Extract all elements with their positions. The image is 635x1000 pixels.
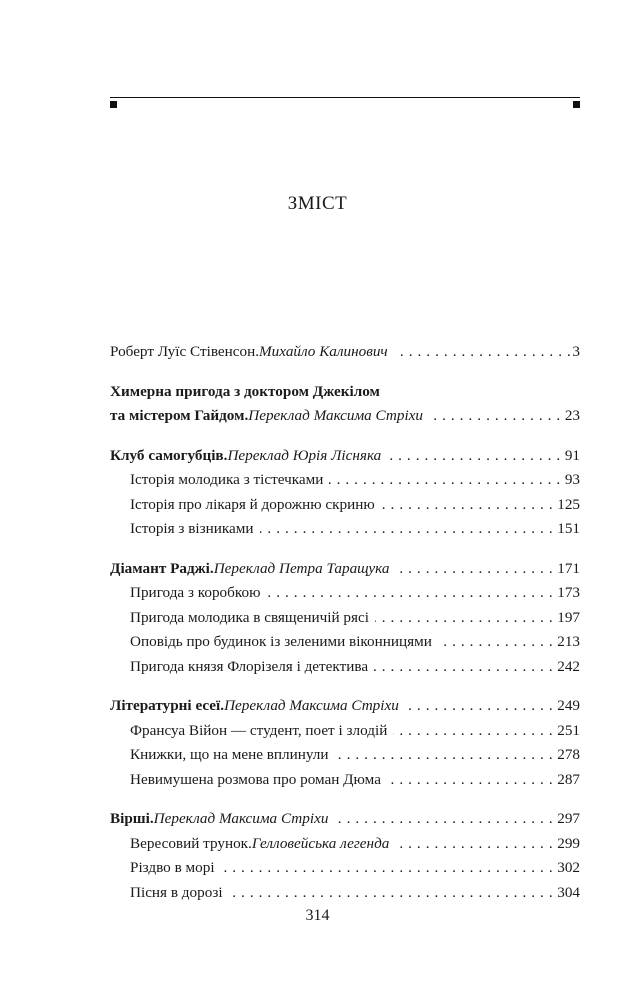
entry-title: Літературні есеї. xyxy=(110,697,225,714)
dot-leader xyxy=(375,606,553,631)
dot-leader xyxy=(329,468,560,493)
entry-title: Вірші. xyxy=(110,810,154,827)
toc-section xyxy=(110,340,580,365)
entry-page-number: 278 xyxy=(557,746,580,763)
toc-subentry[interactable] xyxy=(110,630,580,655)
entry-page-number: 173 xyxy=(557,584,580,601)
dot-leader xyxy=(429,404,561,429)
entry-page-number: 91 xyxy=(564,446,580,464)
entry-translator: Переклад Максима Стріхи xyxy=(224,697,399,714)
entry-title: Історія про лікаря й дорожню скриню xyxy=(130,495,375,513)
toc-entry[interactable] xyxy=(110,404,580,429)
dot-leader xyxy=(396,557,554,582)
toc-subentry[interactable] xyxy=(110,493,580,518)
toc-section xyxy=(110,807,580,905)
toc-subentry[interactable] xyxy=(110,768,580,793)
toc-subentry[interactable] xyxy=(110,468,580,493)
entry-translator: Гелловейська легенда xyxy=(251,834,390,852)
dot-leader xyxy=(374,655,553,680)
page-title: ЗМІСТ xyxy=(287,193,348,214)
toc-entry[interactable] xyxy=(110,444,580,469)
rule-marker-right xyxy=(573,101,580,108)
toc-subentry[interactable] xyxy=(110,517,580,542)
entry-page-number: 287 xyxy=(557,770,580,788)
entry-title: Роберт Луїс Стівенсон. xyxy=(110,343,260,360)
entry-title: Клуб самогубців. xyxy=(110,446,228,464)
entry-page-number: 242 xyxy=(557,657,580,675)
entry-page-number: 171 xyxy=(557,559,580,577)
toc-subentry[interactable] xyxy=(110,881,580,906)
entry-title: Невимушена розмова про роман Дюма xyxy=(130,770,381,788)
toc-entry[interactable] xyxy=(110,340,580,365)
dot-leader xyxy=(381,493,553,518)
entry-title: Оповідь про будинок із зеленими віконницями xyxy=(130,633,432,650)
toc-section xyxy=(110,380,580,429)
entry-page-number: 3 xyxy=(572,343,580,360)
dot-leader xyxy=(387,444,561,469)
entry-page-number: 197 xyxy=(557,608,580,626)
entry-page-number: 125 xyxy=(557,495,580,513)
entry-translator: Переклад Максима Стріхи xyxy=(153,810,329,827)
entry-translator: Михайло Калинович xyxy=(259,343,388,360)
dot-leader xyxy=(393,719,553,744)
entry-page-number: 302 xyxy=(557,859,580,876)
toc-section xyxy=(110,444,580,542)
entry-page-number: 213 xyxy=(557,633,580,650)
toc-entry-title-line: Химерна пригода з доктором Джекілом xyxy=(110,382,380,400)
entry-translator: Переклад Петра Таращука xyxy=(213,559,390,577)
toc-subentry[interactable] xyxy=(110,581,580,606)
entry-title: Діамант Раджі. xyxy=(110,559,214,577)
toc-entry[interactable] xyxy=(110,557,580,582)
toc-subentry[interactable] xyxy=(110,743,580,768)
toc-subentry[interactable] xyxy=(110,606,580,631)
entry-title: Історія з візниками xyxy=(130,520,254,537)
entry-page-number: 297 xyxy=(557,810,580,827)
toc-entry[interactable] xyxy=(110,694,580,719)
dot-leader xyxy=(387,768,553,793)
dot-leader xyxy=(335,743,554,768)
entry-page-number: 251 xyxy=(557,721,580,739)
entry-page-number: 23 xyxy=(564,407,580,424)
page-number: 314 xyxy=(305,907,330,924)
top-rule xyxy=(110,97,580,98)
dot-leader xyxy=(405,694,553,719)
entry-page-number: 304 xyxy=(557,883,580,901)
toc-subentry[interactable] xyxy=(110,832,580,857)
dot-leader xyxy=(266,581,553,606)
dot-leader xyxy=(221,856,554,881)
entry-page-number: 151 xyxy=(557,520,580,537)
table-of-contents xyxy=(110,340,580,920)
entry-title: та містером Гайдом. xyxy=(110,407,249,424)
dot-leader xyxy=(438,630,553,655)
dot-leader xyxy=(394,340,572,365)
entry-title: Пісня в дорозі xyxy=(130,883,223,901)
dot-leader xyxy=(260,517,554,542)
dot-leader xyxy=(395,832,553,857)
entry-page-number: 93 xyxy=(564,471,580,488)
entry-title: Пригода молодика в священичій рясі xyxy=(130,608,369,626)
toc-entry[interactable] xyxy=(110,807,580,832)
toc-section xyxy=(110,557,580,680)
entry-translator: Переклад Юрія Лісняка xyxy=(227,446,382,464)
dot-leader xyxy=(229,881,554,906)
entry-title: Різдво в морі xyxy=(130,859,215,876)
entry-title: Пригода князя Флорізеля і детектива xyxy=(130,657,369,675)
toc-subentry[interactable] xyxy=(110,719,580,744)
dot-leader xyxy=(334,807,553,832)
toc-subentry[interactable] xyxy=(110,655,580,680)
toc-section xyxy=(110,694,580,792)
rule-marker-left xyxy=(110,101,117,108)
entry-title: Пригода з коробкою xyxy=(130,584,261,601)
entry-title: Історія молодика з тістечками xyxy=(130,471,324,488)
entry-translator: Переклад Максима Стріхи xyxy=(248,407,424,424)
entry-title: Книжки, що на мене вплинули xyxy=(130,746,329,763)
toc-subentry[interactable] xyxy=(110,856,580,881)
entry-title: Франсуа Війон — студент, поет і злодій xyxy=(130,721,388,739)
entry-page-number: 249 xyxy=(557,697,580,714)
entry-title: Вересовий трунок. xyxy=(130,834,252,852)
entry-page-number: 299 xyxy=(557,834,580,852)
